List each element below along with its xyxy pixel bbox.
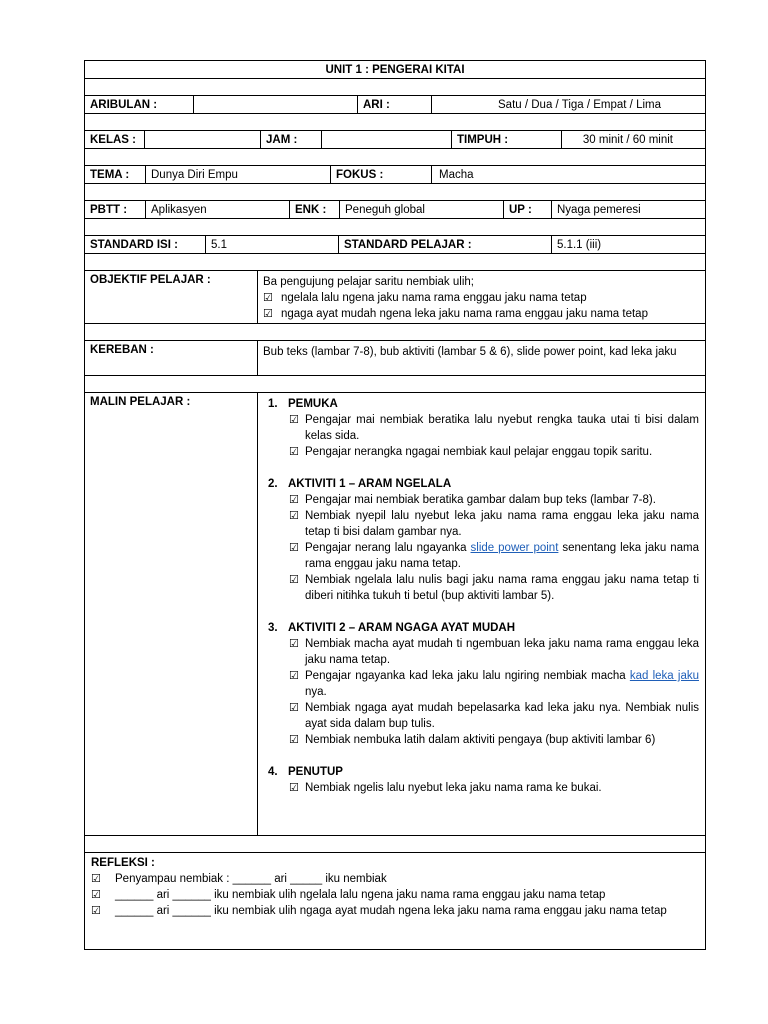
malin-section — [264, 620, 699, 748]
page-title: UNIT 1 : PENGERAI KITAI — [325, 63, 465, 76]
spacer-row — [84, 184, 706, 201]
standard-isi-value: 5.1 — [206, 236, 339, 253]
aribulan-field[interactable] — [194, 96, 358, 113]
step-text: Nembiak ngelis lalu nyebut leka jaku nama rama ke bukai. — [305, 782, 602, 794]
section-heading — [264, 396, 699, 412]
timpuh-label: TIMPUH : — [452, 131, 562, 148]
objektif-label: OBJEKTIF PELAJAR : — [85, 271, 258, 323]
check-box-icon: ☑ — [289, 445, 299, 458]
step-text — [305, 668, 699, 700]
enk-label: ENK : — [290, 201, 340, 218]
kelas-row — [84, 131, 706, 149]
aribulan-row — [84, 96, 706, 114]
objektif-item-text: ngaga ayat mudah ngena leka jaku nama rama enggau jaku nama tetap — [281, 308, 648, 320]
check-box-icon: ☑ — [263, 307, 273, 320]
refleksi-label: REFLEKSI : — [91, 857, 155, 869]
step-text: Nembiak nembuka latih dalam aktiviti pengaya (bup aktiviti lambar 6) — [305, 734, 656, 746]
check-box-icon: ☑ — [289, 413, 299, 426]
step-text-part: Pengajar ngayanka kad leka jaku lalu ngiring nembiak macha — [305, 670, 626, 682]
step-item — [264, 668, 699, 700]
section-heading — [264, 476, 699, 492]
spacer-row — [84, 219, 706, 236]
check-box-icon: ☑ — [289, 509, 299, 522]
step-text: Nembiak ngelala lalu nulis bagi jaku nama rama enggau jaku nama tetap ti diberi nitihka tukuh ti betul (bup aktiviti lambar 5). — [305, 574, 699, 602]
step-text-part: Pengajar nerang lalu ngayanka — [305, 542, 467, 554]
pbtt-row — [84, 201, 706, 219]
refleksi-text: Penyampau nembiak : ______ ari _____ iku nembiak — [115, 873, 387, 885]
tema-value: Dunya Diri Empu — [146, 166, 331, 183]
check-box-icon: ☑ — [91, 888, 101, 901]
step-item — [264, 508, 699, 540]
standard-pelajar-label: STANDARD PELAJAR : — [339, 236, 552, 253]
up-value: Nyaga pemeresi — [557, 203, 641, 216]
step-text — [305, 540, 699, 572]
spacer-row — [84, 836, 706, 853]
kereban-value: Bub teks (lambar 7-8), bub aktiviti (lambar 5 & 6), slide power point, kad leka jaku — [263, 346, 677, 358]
step-text: Nembiak ngaga ayat mudah bepelasarka kad leka jaku nya. Nembiak nulis ayat sida dalam bup tulis. — [305, 702, 699, 730]
timpuh-value: 30 minit / 60 minit — [582, 133, 673, 146]
objektif-item — [263, 306, 700, 322]
malin-label: MALIN PELAJAR : — [85, 393, 258, 835]
pbtt-value: Aplikasyen — [146, 201, 290, 218]
section-heading — [264, 764, 699, 780]
malin-section — [264, 396, 699, 460]
section-number: 1. — [268, 398, 278, 410]
section-title: AKTIVITI 2 – ARAM NGAGA AYAT MUDAH — [288, 622, 516, 634]
kad-leka-jaku-link[interactable]: kad leka jaku — [629, 670, 699, 682]
step-text: Pengajar mai nembiak beratika lalu nyebut rengka tauka utai ti bisi dalam kelas sida. — [305, 414, 699, 442]
check-box-icon: ☑ — [289, 541, 299, 554]
check-box-icon: ☑ — [289, 637, 299, 650]
check-box-icon: ☑ — [91, 872, 101, 885]
section-title: PEMUKA — [288, 398, 338, 410]
step-item — [264, 780, 699, 796]
title-row — [84, 60, 706, 79]
spacer-row — [84, 324, 706, 341]
ari-value: Satu / Dua / Tiga / Empat / Lima — [498, 98, 661, 111]
fokus-value: Macha — [439, 168, 474, 181]
standard-isi-label: STANDARD ISI : — [85, 236, 206, 253]
standard-row — [84, 236, 706, 254]
tema-row — [84, 166, 706, 184]
step-text: Pengajar nerangka ngagai nembiak kaul pelajar enggau topik saritu. — [305, 446, 653, 458]
check-box-icon: ☑ — [91, 904, 101, 917]
pbtt-label: PBTT : — [85, 201, 146, 218]
step-text: Pengajar mai nembiak beratika gambar dalam bup teks (lambar 7-8). — [305, 494, 656, 506]
objektif-item — [263, 290, 700, 306]
refleksi-content — [85, 853, 705, 949]
step-item — [264, 732, 699, 748]
kelas-label: KELAS : — [85, 131, 145, 148]
malin-section — [264, 764, 699, 796]
kereban-label: KEREBAN : — [85, 341, 258, 375]
refleksi-item — [91, 887, 699, 903]
spacer-row — [84, 79, 706, 96]
section-title: PENUTUP — [288, 766, 343, 778]
kelas-field[interactable] — [145, 131, 261, 148]
refleksi-row — [84, 853, 706, 950]
step-item — [264, 492, 699, 508]
kereban-row — [84, 341, 706, 376]
enk-value: Peneguh global — [340, 201, 504, 218]
step-item — [264, 444, 699, 460]
section-number: 4. — [268, 766, 278, 778]
spacer-row — [84, 114, 706, 131]
fokus-label: FOKUS : — [331, 166, 432, 183]
check-box-icon: ☑ — [263, 291, 273, 304]
step-text: Nembiak nyepil lalu nyebut leka jaku nama rama enggau leka jaku nama tetap ti bisi dalam gambar nya. — [305, 510, 699, 538]
check-box-icon: ☑ — [289, 781, 299, 794]
refleksi-text: ______ ari ______ iku nembiak ulih ngaga ayat mudah ngena leka jaku nama rama enggau jaku nama tetap — [115, 905, 667, 917]
malin-row — [84, 393, 706, 836]
section-number: 2. — [268, 478, 278, 490]
section-title: AKTIVITI 1 – ARAM NGELALA — [288, 478, 452, 490]
ari-label: ARI : — [358, 96, 432, 113]
check-box-icon: ☑ — [289, 573, 299, 586]
refleksi-item — [91, 871, 699, 887]
section-heading — [264, 620, 699, 636]
check-box-icon: ☑ — [289, 669, 299, 682]
malin-section — [264, 476, 699, 604]
lesson-plan-document — [84, 60, 706, 950]
up-label: UP : — [504, 201, 552, 218]
objektif-item-text: ngelala lalu ngena jaku nama rama enggau jaku nama tetap — [281, 292, 587, 304]
objektif-row — [84, 271, 706, 324]
jam-label: JAM : — [261, 131, 322, 148]
step-item — [264, 636, 699, 668]
step-text: Nembiak macha ayat mudah ti ngembuan leka jaku nama rama enggau leka jaku nama tetap. — [305, 638, 699, 666]
step-item — [264, 412, 699, 444]
section-number: 3. — [268, 622, 278, 634]
spacer-row — [84, 149, 706, 166]
refleksi-item — [91, 903, 699, 919]
check-box-icon: ☑ — [289, 701, 299, 714]
tema-label: TEMA : — [85, 166, 146, 183]
aribulan-label: ARIBULAN : — [85, 96, 194, 113]
objektif-content — [258, 271, 705, 323]
slide-power-point-link[interactable]: slide power point — [470, 542, 559, 554]
step-text-part: nya. — [305, 686, 327, 698]
malin-content — [258, 393, 705, 835]
objektif-intro: Ba pengujung pelajar saritu nembiak ulih; — [263, 276, 474, 288]
step-item — [264, 700, 699, 732]
spacer-row — [84, 376, 706, 393]
check-box-icon: ☑ — [289, 733, 299, 746]
spacer-row — [84, 254, 706, 271]
jam-field[interactable] — [322, 131, 452, 148]
step-text-part: senentang leka jaku nama rama enggau jaku nama tetap. — [305, 542, 699, 570]
standard-pelajar-value: 5.1.1 (iii) — [557, 238, 602, 251]
check-box-icon: ☑ — [289, 493, 299, 506]
refleksi-text: ______ ari ______ iku nembiak ulih ngelala lalu ngena jaku nama rama enggau jaku nama tetap — [115, 889, 606, 901]
step-item — [264, 572, 699, 604]
step-item — [264, 540, 699, 572]
